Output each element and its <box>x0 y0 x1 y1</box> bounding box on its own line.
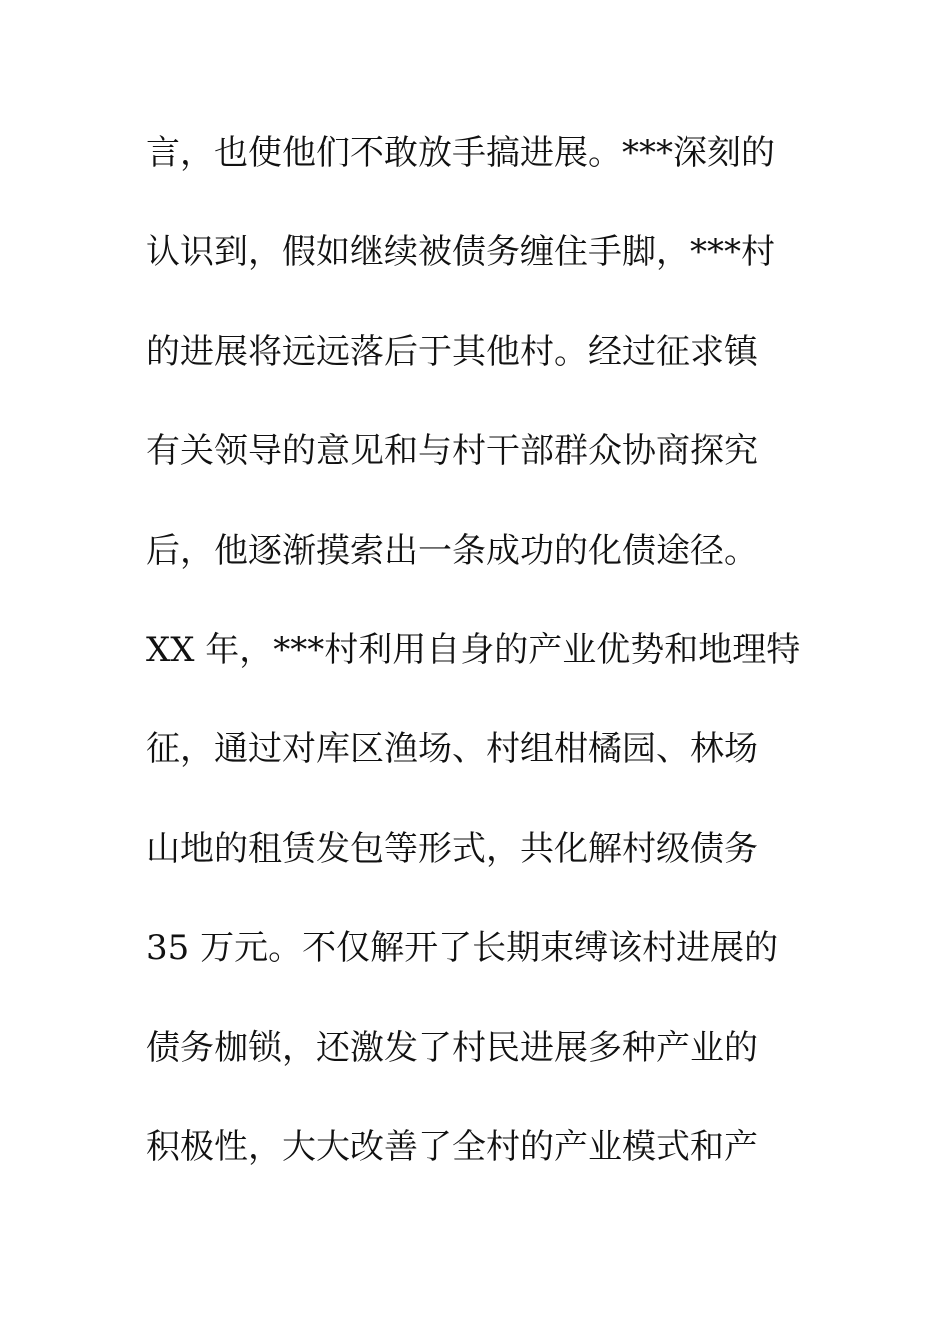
text-line: 35 万元。不仅解开了长期束缚该村进展的 <box>146 928 779 969</box>
text-line: 积极性，大大改善了全村的产业模式和产 <box>146 1126 758 1167</box>
text-line: 认识到，假如继续被债务缠住手脚，***村 <box>146 232 775 273</box>
text-line: 山地的租赁发包等形式，共化解村级债务 <box>146 828 758 869</box>
text-line: 债务枷锁，还激发了村民进展多种产业的 <box>146 1027 758 1068</box>
text-line: XX 年，***村利用自身的产业优势和地理特 <box>146 629 801 670</box>
text-line: 后，他逐渐摸索出一条成功的化债途径。 <box>146 530 758 571</box>
body-paragraph <box>146 125 826 1218</box>
text-line: 有关领导的意见和与村干部群众协商探究 <box>146 431 758 472</box>
text-line: 征，通过对库区渔场、村组柑橘园、林场 <box>146 729 758 770</box>
text-line: 言，也使他们不敢放手搞进展。***深刻的 <box>146 133 775 173</box>
text-line: 的进展将远远落后于其他村。经过征求镇 <box>146 331 758 372</box>
